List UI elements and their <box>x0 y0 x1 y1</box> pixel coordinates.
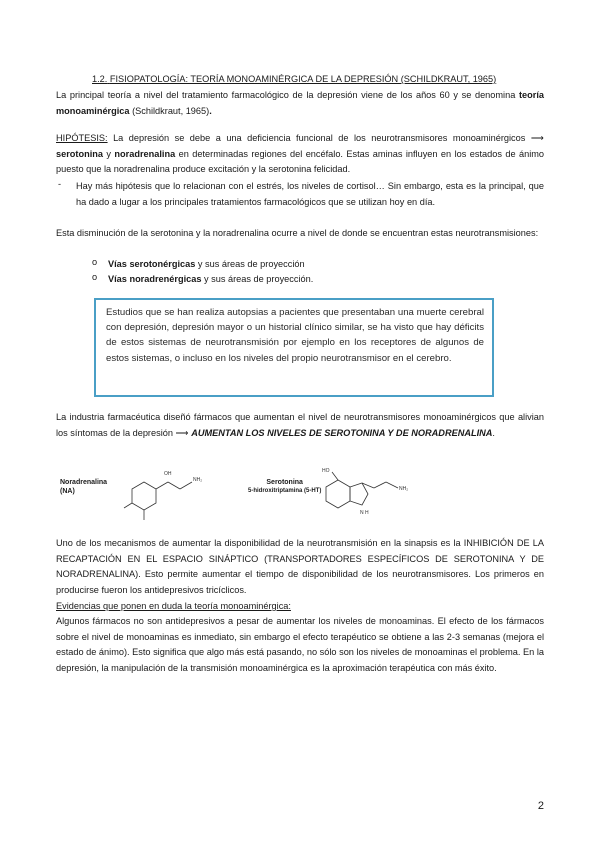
pathway-bullet: o <box>92 257 98 267</box>
noradrenaline-structure <box>122 462 232 532</box>
hypothesis-label: HIPÓTESIS: <box>56 133 108 143</box>
oh-label: OH <box>164 471 172 477</box>
noradrenaline-name: Noradrenalina <box>60 479 108 486</box>
nh2-label-serotonin: NH₂ <box>399 486 409 492</box>
pathway-noradrenergic: Vías noradrenérgicas <box>108 274 202 284</box>
hypothesis-paragraph <box>56 131 544 178</box>
hypothesis-text: La depresión se debe a una deficiencia funcional de los neurotransmisores monoaminérgicos ⟶ <box>107 133 544 143</box>
hypothesis-text-end: en determinadas regiones del encéfalo. Estas aminas influyen en los estados de ánimo puesto que la noradrenalina produce excitación y la serotonina felicidad. <box>56 148 545 174</box>
serotonin-full-name: 5-hidroxitriptamina (5-HT) <box>248 488 322 494</box>
evidence-paragraph: Algunos fármacos no son antidepresivos a pesar de aumentar los niveles de monoaminas. El efecto de los fármacos sobre el nivel de monoaminas es inmediato, sin embargo el efecto terapéutico se obtiene a las 2-3 semanas (mejora el estado de ánimo). Esto significa que algo más está pasando, no sólo son los niveles de monoaminas el problema. En la depresión, la manipulación de la transmisión monoaminérgica es la aproximación terapéutica con más éxito. <box>56 616 544 673</box>
pathway-text: y sus áreas de proyección. <box>201 274 314 284</box>
industry-end: . <box>492 427 495 438</box>
ho-label: HO <box>322 468 330 474</box>
intro-citation: (Schildkraut, 1965) <box>129 105 210 116</box>
dash-bullet: - <box>58 179 62 189</box>
callout-text: Estudios que se han realiza autopsias a pacientes que presentaban una muerte cerebral con depresión, depresión mayor o un historial clínico similar, se ha visto que hay déficits de estos sistemas de neurotransmisión por ejemplo en los receptores de algunos de estos sistemas, o incluso en los niveles del propio neurotransmisor en el cerebro. <box>106 307 484 364</box>
hypothesis-serotonin: serotonina <box>56 148 103 159</box>
noradrenaline-abbr: (NA) <box>60 488 75 495</box>
intro-end: . <box>209 105 212 116</box>
page-number: 2 <box>537 800 544 812</box>
industry-emphasis: AUMENTAN LOS NIVELES DE SEROTONINA Y DE NORADRENALINA <box>191 427 493 438</box>
serotonin-name: Serotonina <box>266 479 303 486</box>
section-heading <box>92 72 496 86</box>
industry-paragraph <box>56 410 544 441</box>
dash-item-text: Hay más hipótesis que lo relacionan con el estrés, los niveles de cortisol… Sin embargo, esta es la principal, que ha dado a lugar a los principales tratamientos farmacológicos que se utilizan hoy en día. <box>76 181 544 207</box>
serotonin-structure <box>308 462 428 532</box>
chemical-structures-figure <box>60 462 480 532</box>
noradrenaline-label <box>60 478 107 496</box>
pathway-serotonergic: Vías serotonérgicas <box>108 259 196 269</box>
reuptake-paragraph: Uno de los mecanismos de aumentar la disponibilidad de la neurotransmisión en la sinapsis es la INHIBICIÓN DE LA RECAPTACIÓN EN EL ESPACIO SINÁPTICO (TRANSPORTADORES ESPECÍFICOS DE SEROTONINA Y DE NORADRENALINA). Esto permite aumentar el tiempo de disponibilidad de los neurotransmisores. Los primeros en producirse fueron los antidepresivos tricíclicos. <box>56 538 544 595</box>
industry-text: La industria farmacéutica diseñó fármacos que aumentan el nivel de neurotransmisores monoaminérgicos que alivian los síntomas de la depresión ⟶ <box>56 412 544 438</box>
pathway-bullet: o <box>92 272 98 282</box>
pathway-item <box>108 257 508 273</box>
intro-paragraph <box>56 88 544 119</box>
decrease-paragraph: Esta disminución de la serotonina y la noradrenalina ocurre a nivel de donde se encuentran estas neurotransmisiones: <box>56 228 539 238</box>
intro-bold-term: teoría monoaminérgica <box>56 90 544 116</box>
pathway-text: y sus áreas de proyección <box>195 259 305 269</box>
section-title: FISIOPATOLOGÍA: TEORÍA MONOAMINÉRGICA DE LA DEPRESIÓN (SCHILDKRAUT, 1965) <box>109 74 497 84</box>
hypothesis-connector: y <box>102 148 115 159</box>
intro-text: La principal teoría a nivel del tratamiento farmacológico de la depresión viene de los años 60 y se denomina <box>56 90 519 100</box>
callout-box <box>94 298 494 397</box>
evidence-heading: Evidencias que ponen en duda la teoría monoaminérgica: <box>56 601 291 611</box>
hypothesis-noradrenaline: noradrenalina <box>114 148 176 159</box>
nh2-label: NH₂ <box>193 477 203 483</box>
section-number: 1.2. <box>92 74 108 84</box>
nh-label: N H <box>360 510 369 516</box>
pathway-item <box>108 272 508 288</box>
